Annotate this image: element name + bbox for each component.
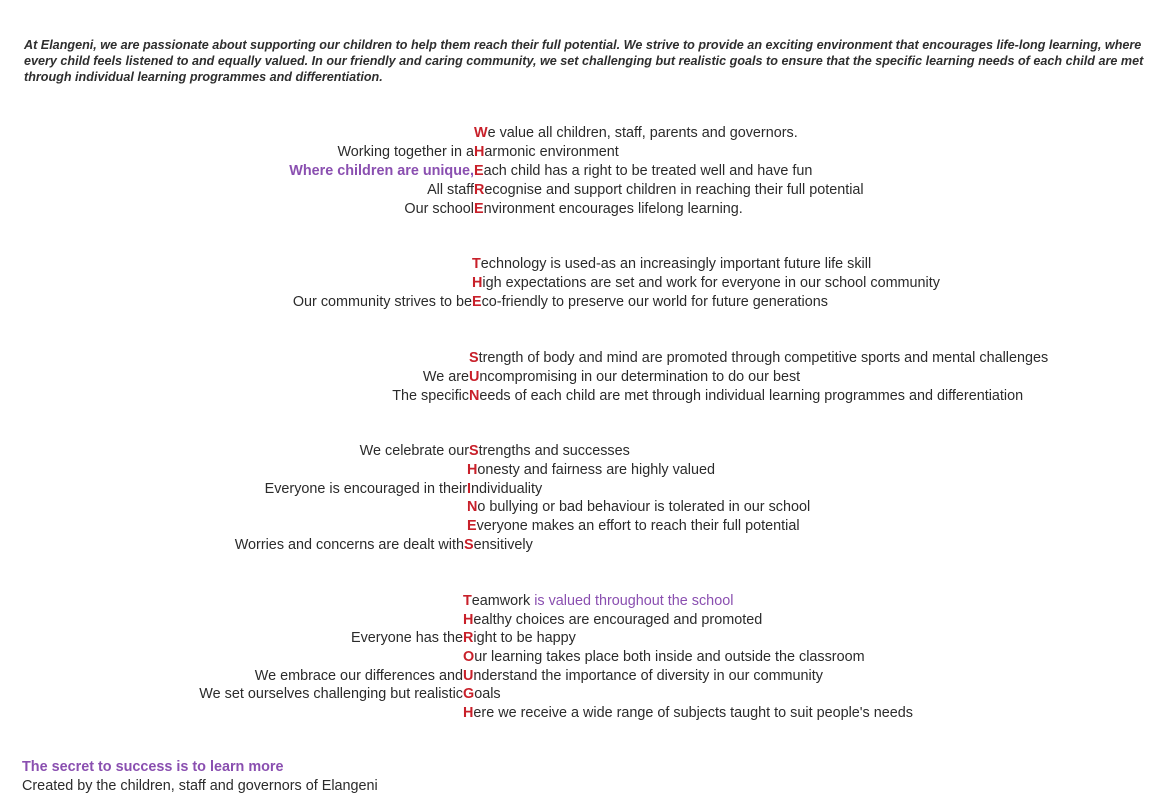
acrostic-line (289, 162, 813, 181)
line-text: ur learning takes place both inside and outside the classroom (474, 649, 865, 665)
acrostic-letter: H (463, 612, 474, 628)
acrostic-letter: H (463, 705, 474, 721)
acrostic-letter: W (474, 125, 488, 141)
acrostic-letter: R (474, 182, 485, 198)
acrostic-line (234, 536, 533, 555)
acrostic-letter: H (472, 275, 483, 291)
acrostic-line: Teamwork is valued throughout the school (463, 593, 734, 609)
acrostic-letter: U (463, 668, 474, 684)
acrostic-letter: H (467, 462, 478, 478)
acrostic-letter: S (469, 350, 479, 366)
line-prefix: The specific (392, 388, 469, 404)
acrostic-line (264, 480, 543, 499)
line-text: ight to be happy (473, 630, 576, 646)
acrostic-letter: R (463, 630, 474, 646)
intro-paragraph: At Elangeni, we are passionate about supporting our children to help them reach their full potential. We strive to provide an exciting environment that encourages life-long learning, where every child feels listened to and equally valued. In our friendly and caring community, we set challenging but realistic goals to ensure that the specific learning needs of each child are met through individual learning programmes and differentiation. (24, 38, 1144, 84)
line-text: eamwork (471, 593, 535, 609)
line-text: ach child has a right to be treated well and have fun (483, 163, 813, 179)
acrostic-line (467, 498, 810, 517)
acrostic-letter: E (474, 201, 484, 217)
line-text: igh expectations are set and work for everyone in our school community (482, 275, 940, 291)
acrostic-letter: O (463, 649, 475, 665)
line-prefix: We are (422, 369, 469, 385)
line-text: o bullying or bad behaviour is tolerated in our school (477, 499, 811, 515)
line-text: echnology is used-as an increasingly important future life skill (480, 256, 872, 272)
line-text: ndividuality (471, 481, 543, 497)
line-text: ealthy choices are encouraged and promoted (473, 612, 763, 628)
acrostic-line (463, 704, 913, 723)
line-text: armonic environment (484, 144, 619, 160)
line-prefix: Our school (404, 201, 474, 217)
acrostic-letter: E (467, 518, 477, 534)
line-prefix: We embrace our differences and (254, 668, 463, 684)
acrostic-letter: S (464, 537, 474, 553)
line-prefix: Worries and concerns are dealt with (234, 537, 464, 553)
line-text: e value all children, staff, parents and governors. (487, 125, 798, 141)
acrostic-line (337, 143, 619, 162)
line-prefix: Working together in a (337, 144, 474, 160)
line-prefix: Where children are unique, (289, 163, 474, 179)
motto: The secret to success is to learn more (22, 759, 284, 775)
line-prefix: We set ourselves challenging but realistic (199, 686, 463, 702)
line-text: eeds of each child are met through individual learning programmes and differentiation (479, 388, 1024, 404)
acrostic-letter: T (463, 593, 472, 609)
acrostic-line (422, 368, 801, 387)
acrostic-line (199, 685, 501, 704)
acrostic-line (404, 200, 743, 219)
line-text: nderstand the importance of diversity in our community (473, 668, 823, 684)
acrostic-letter: T (472, 256, 481, 272)
line-text: ensitively (473, 537, 533, 553)
line-prefix: Everyone is encouraged in their (264, 481, 467, 497)
acrostic-letter: N (469, 388, 480, 404)
acrostic-line (474, 124, 798, 143)
line-text: veryone makes an effort to reach their full potential (476, 518, 800, 534)
acrostic-letter: N (467, 499, 478, 515)
acrostic-line (254, 667, 823, 686)
line-text: trength of body and mind are promoted through competitive sports and mental challenges (478, 350, 1049, 366)
line-text: ecognise and support children in reaching their full potential (484, 182, 864, 198)
acrostic-letter: E (472, 294, 482, 310)
line-text: ncompromising in our determination to do our best (479, 369, 801, 385)
acrostic-line (392, 387, 1024, 406)
acrostic-line (469, 349, 1048, 368)
acrostic-letter: U (469, 369, 480, 385)
line-text: ere we receive a wide range of subjects taught to suit people's needs (473, 705, 913, 721)
acrostic-line (472, 255, 871, 274)
line-text: oals (474, 686, 501, 702)
line-text: nvironment encourages lifelong learning. (483, 201, 743, 217)
line-text: onesty and fairness are highly valued (477, 462, 715, 478)
acrostic-line (427, 181, 864, 200)
acrostic-line (351, 629, 576, 648)
line-prefix: Everyone has the (351, 630, 463, 646)
acrostic-line (292, 293, 828, 312)
acrostic-letter: G (463, 686, 475, 702)
acrostic-letter: H (474, 144, 485, 160)
acrostic-line (463, 611, 762, 630)
acrostic-line (472, 274, 940, 293)
line-text: trengths and successes (478, 443, 630, 459)
line-prefix: Our community strives to be (292, 294, 472, 310)
line-text: co-friendly to preserve our world for future generations (481, 294, 828, 310)
acrostic-line (467, 517, 800, 536)
line-prefix: We celebrate our (359, 443, 469, 459)
line-prefix: All staff (427, 182, 474, 198)
acrostic-letter: E (474, 163, 484, 179)
acrostic-line (467, 461, 715, 480)
acrostic-letter: I (467, 481, 471, 497)
credit-line: Created by the children, staff and governors of Elangeni (22, 778, 378, 794)
acrostic-line (463, 648, 865, 667)
acrostic-letter: S (469, 443, 479, 459)
acrostic-line (359, 442, 630, 461)
